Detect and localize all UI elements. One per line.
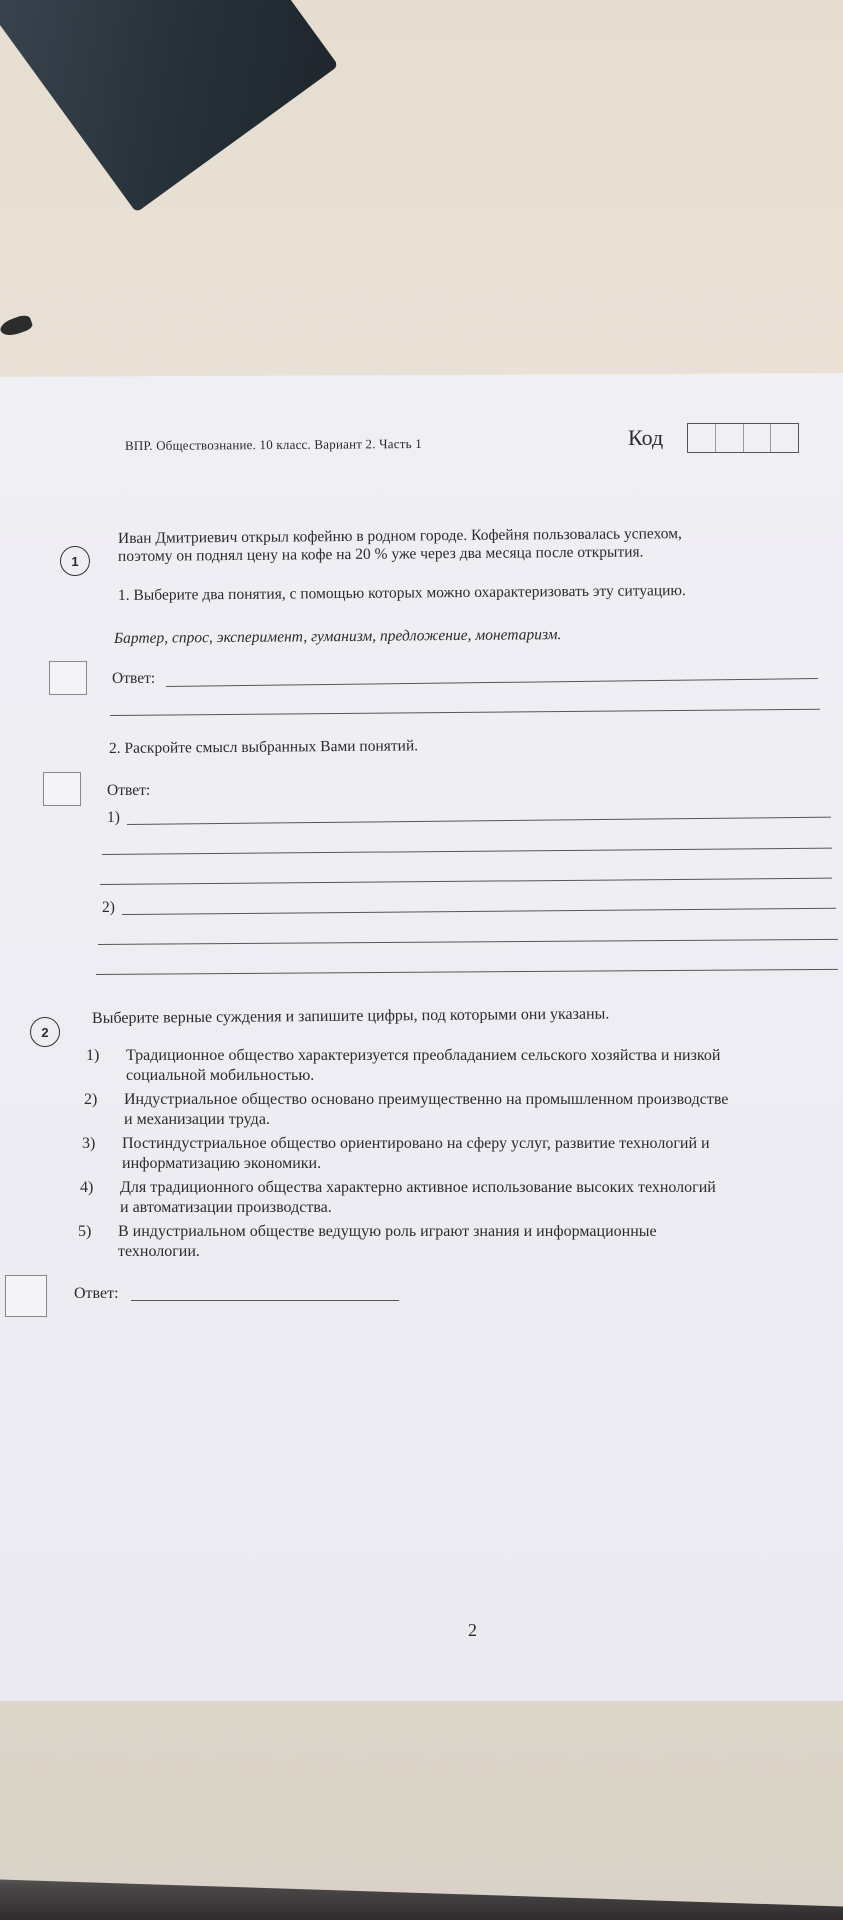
score-box-2[interactable] <box>43 772 81 806</box>
page-number: 2 <box>468 1620 477 1640</box>
statement-number: 1) <box>86 1047 100 1064</box>
code-cell[interactable] <box>688 424 716 452</box>
task-1-number: 1 <box>60 546 90 576</box>
statement-number: 3) <box>82 1135 96 1152</box>
answer-item-2-label: 2) <box>102 899 115 916</box>
statement-text-continued: и автоматизации производства. <box>120 1199 332 1216</box>
statement-text: Индустриальное общество основано преимущественно на промышленном производстве <box>124 1091 729 1108</box>
code-cell[interactable] <box>716 424 744 452</box>
statement-text-continued: и механизации труда. <box>124 1111 270 1128</box>
statement-text: Для традиционного общества характерно активное использование высоких технологий <box>120 1179 716 1196</box>
score-box-1[interactable] <box>49 661 87 695</box>
answer-line[interactable] <box>131 1300 399 1301</box>
task-2-number: 2 <box>30 1017 60 1047</box>
pen-mark <box>0 313 34 339</box>
task-1-intro-line1: Иван Дмитриевич открыл кофейню в родном городе. Кофейня пользовалась успехом, <box>117 525 682 547</box>
answer-label-3: Ответ: <box>74 1285 119 1302</box>
task-1-options: Бартер, спрос, эксперимент, гуманизм, предложение, монетаризм. <box>113 626 562 647</box>
statement-text-continued: технологии. <box>118 1243 200 1260</box>
answer-label-2: Ответ: <box>107 782 151 799</box>
score-box-3[interactable] <box>5 1275 47 1317</box>
task-1-intro-line2: поэтому он поднял цену на кофе на 20 % уже через два месяца после открытия. <box>117 543 644 565</box>
code-label: Код <box>628 425 664 450</box>
exam-sheet <box>0 373 843 1701</box>
page-header-title: ВПР. Обществознание. 10 класс. Вариант 2. Часть 1 <box>124 435 422 454</box>
code-cell[interactable] <box>744 424 772 452</box>
answer-label-1: Ответ: <box>112 670 156 687</box>
statement-text: Традиционное общество характеризуется преобладанием сельского хозяйства и низкой <box>126 1047 721 1064</box>
statement-text-continued: информатизацию экономики. <box>122 1155 322 1172</box>
code-cell[interactable] <box>771 424 798 452</box>
statement-number: 4) <box>80 1179 94 1196</box>
statement-text-continued: социальной мобильностью. <box>126 1067 315 1084</box>
statement-number: 2) <box>84 1091 98 1108</box>
statement-text: В индустриальном обществе ведущую роль играют знания и информационные <box>118 1223 657 1240</box>
task-2-prompt: Выберите верные суждения и запишите цифры, под которыми они указаны. <box>91 1005 610 1027</box>
desk-edge <box>0 1830 843 1920</box>
notebook-corner <box>0 0 339 213</box>
answer-item-1-label: 1) <box>107 809 120 826</box>
statement-number: 5) <box>78 1223 92 1240</box>
code-input-boxes[interactable] <box>687 423 799 453</box>
statement-text: Постиндустриальное общество ориентировано на сферу услуг, развитие технологий и <box>122 1135 710 1152</box>
task-1-question-2: 2. Раскройте смысл выбранных Вами понятий. <box>108 737 419 757</box>
task-1-question-1: 1. Выберите два понятия, с помощью которых можно охарактеризовать эту ситуацию. <box>117 582 686 604</box>
